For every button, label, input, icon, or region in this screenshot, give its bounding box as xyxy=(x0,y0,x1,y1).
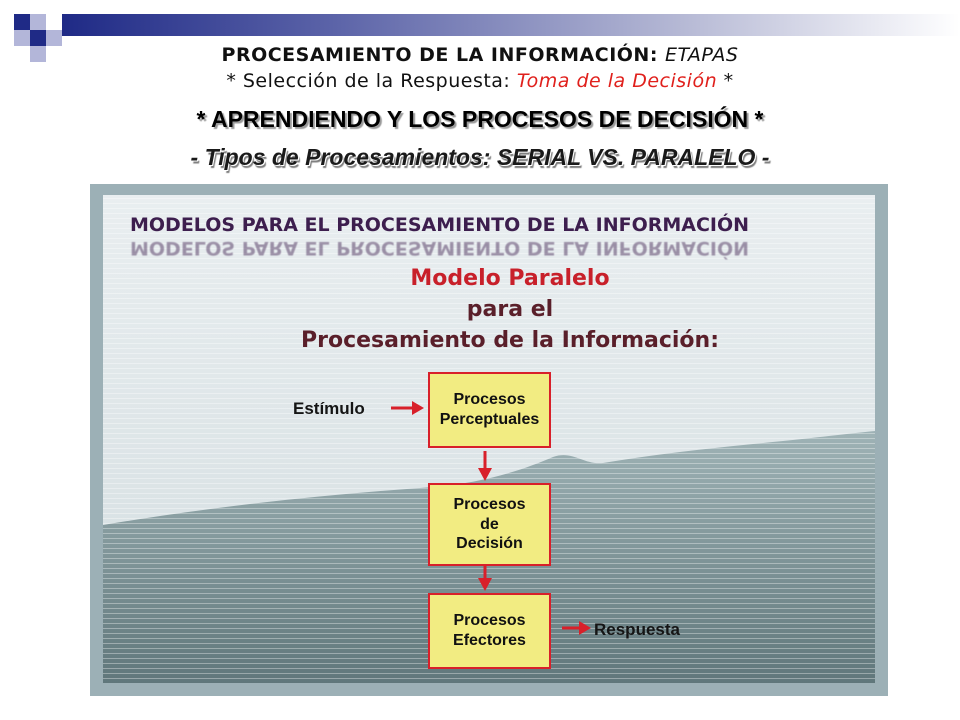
model-heading-line-3: Procesamiento de la Información: xyxy=(300,328,719,353)
model-heading-line-1: Modelo Paralelo xyxy=(410,266,610,291)
slide-topic: - Tipos de Procesamientos: SERIAL VS. PARALELO - xyxy=(190,144,770,170)
output-label-respuesta: Respuesta xyxy=(594,620,680,639)
figure-title-reflection: MODELOS PARA EL PROCESAMIENTO DE LA INFORMACIÓN xyxy=(130,237,750,259)
arrow-perceptuales-to-decision xyxy=(478,451,492,481)
slide-subtitle: * APRENDIENDO Y LOS PROCESOS DE DECISIÓN * xyxy=(196,106,764,132)
box-label-line: de xyxy=(480,515,499,533)
arrow-estimulo-to-perceptuales xyxy=(391,401,424,415)
model-heading-line-2: para el xyxy=(466,297,554,322)
arrow-efectores-to-respuesta xyxy=(562,621,591,635)
box-label-line: Procesos xyxy=(453,391,526,409)
box-label-line: Procesos xyxy=(453,496,526,514)
box-label-line: Perceptuales xyxy=(439,411,540,428)
process-box-decision xyxy=(428,483,551,566)
process-box-perceptuales xyxy=(428,372,551,448)
box-label-line: Procesos xyxy=(453,612,526,630)
box-label-line: Efectores xyxy=(453,632,526,649)
input-label-estimulo: Estímulo xyxy=(293,399,365,418)
process-box-efectores xyxy=(428,593,551,669)
slide-title-line-1: PROCESAMIENTO DE LA INFORMACIÓN: ETAPAS xyxy=(221,44,739,66)
slide-title-line-2: * Selección de la Respuesta: Toma de la Decisión * xyxy=(226,70,734,92)
box-label-line: Decisión xyxy=(456,535,523,553)
figure-title: MODELOS PARA EL PROCESAMIENTO DE LA INFORMACIÓN xyxy=(130,214,750,236)
